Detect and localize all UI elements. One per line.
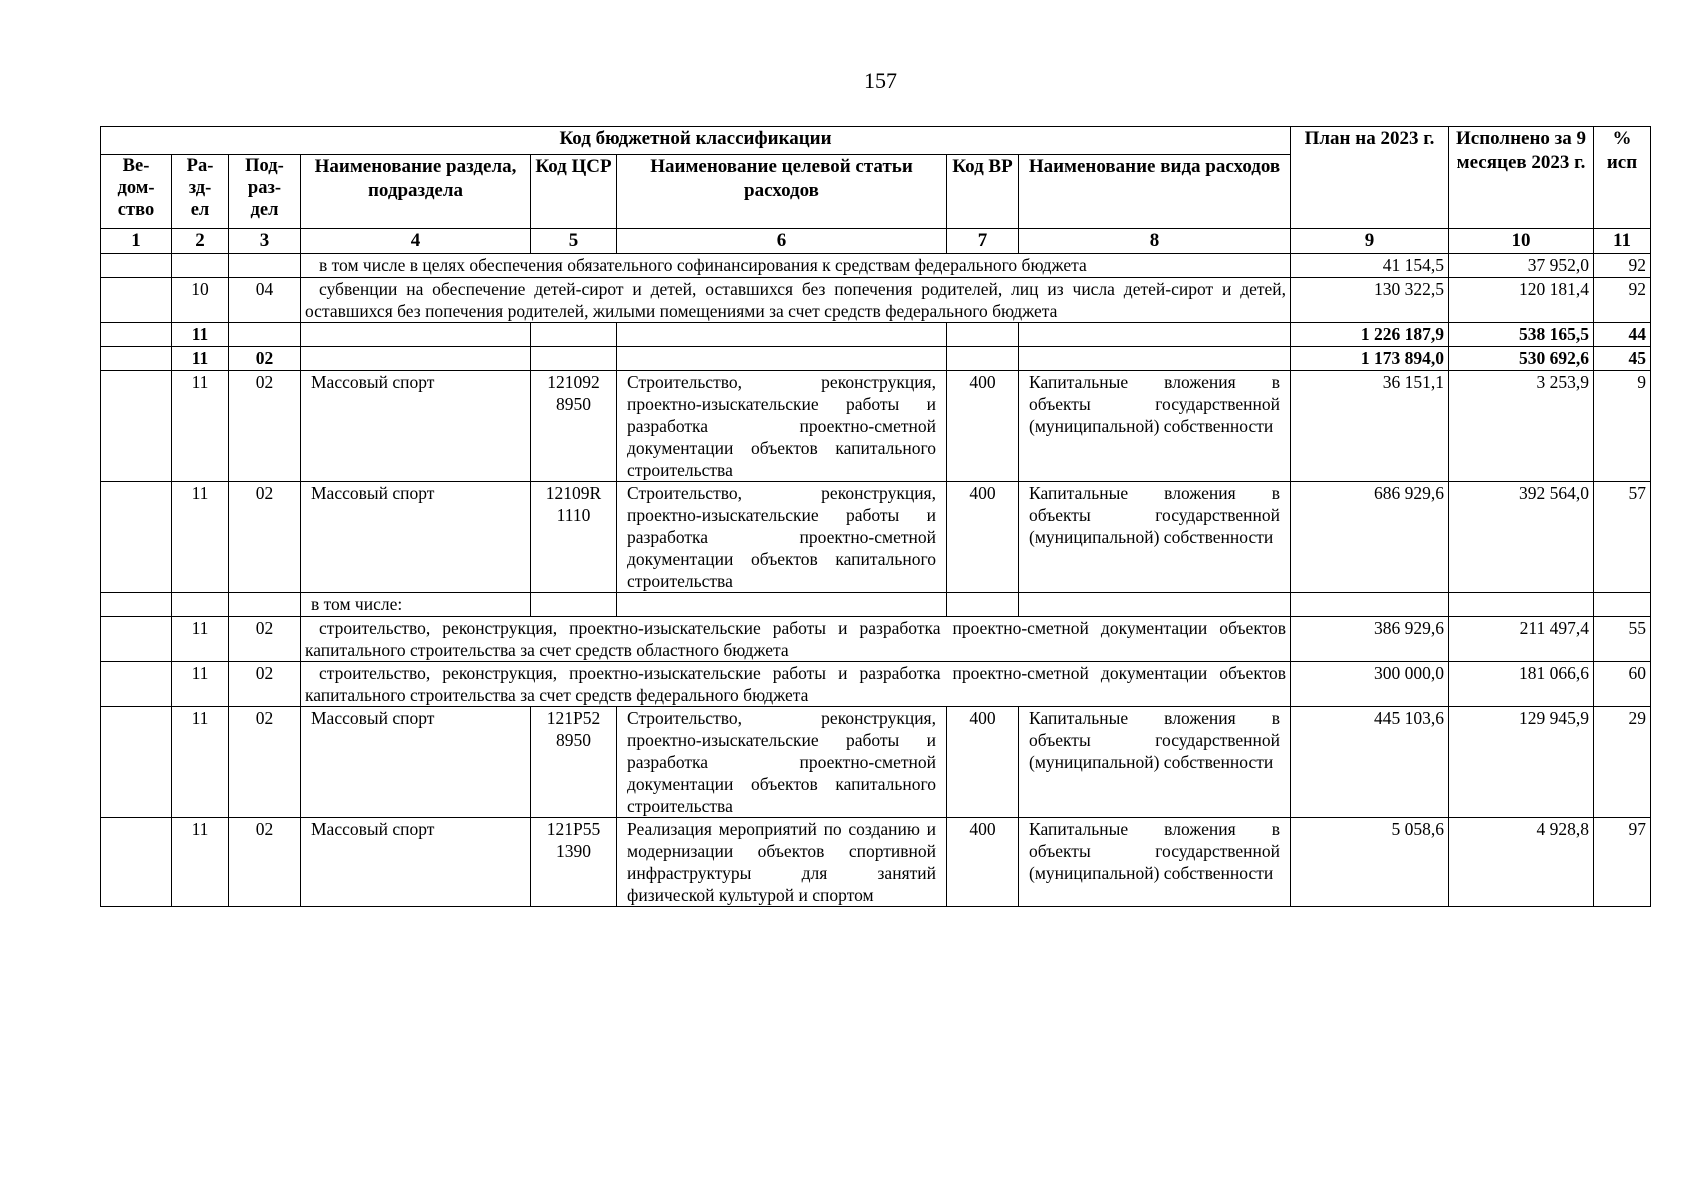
column-number: 4 xyxy=(301,229,531,254)
table-row xyxy=(101,593,1651,617)
plan-value: 36 151,1 xyxy=(1291,371,1449,482)
razdel-code: 11 xyxy=(172,707,229,818)
section-name: Массовый спорт xyxy=(301,707,531,818)
expense-type: Капитальные вложения в объекты государственной (муниципальной) собственности xyxy=(1019,818,1291,907)
plan-value: 300 000,0 xyxy=(1291,662,1449,707)
percent-value: 29 xyxy=(1594,707,1651,818)
podrazdel-code: 04 xyxy=(229,278,301,323)
table-row xyxy=(101,347,1651,371)
table-row xyxy=(101,482,1651,593)
target-name: Реализация мероприятий по созданию и модернизации объектов спортивной инфраструктуры для занятий физической культурой и спортом xyxy=(617,818,947,907)
column-number: 9 xyxy=(1291,229,1449,254)
row-description: строительство, реконструкция, проектно-изыскательские работы и разработка проектно-сметной документации объектов капитального строительства за счет средств областного бюджета xyxy=(301,617,1291,662)
podrazdel-code: 02 xyxy=(229,347,301,371)
header-percent: % исп xyxy=(1594,127,1651,229)
column-number: 3 xyxy=(229,229,301,254)
plan-value: 1 226 187,9 xyxy=(1291,323,1449,347)
executed-value: 530 692,6 xyxy=(1449,347,1594,371)
page-number: 157 xyxy=(864,68,897,93)
vr-code: 400 xyxy=(947,707,1019,818)
column-numbers-row xyxy=(101,229,1651,254)
razdel-code: 11 xyxy=(172,482,229,593)
razdel-code: 10 xyxy=(172,278,229,323)
razdel-code: 11 xyxy=(172,347,229,371)
column-number: 7 xyxy=(947,229,1019,254)
table-row xyxy=(101,371,1651,482)
executed-value: 120 181,4 xyxy=(1449,278,1594,323)
percent-value: 45 xyxy=(1594,347,1651,371)
csr-code: 121092 8950 xyxy=(531,371,617,482)
podrazdel-code: 02 xyxy=(229,818,301,907)
table-row xyxy=(101,278,1651,323)
table-row xyxy=(101,707,1651,818)
vr-code: 400 xyxy=(947,482,1019,593)
table-row xyxy=(101,254,1651,278)
header-vr: Код ВР xyxy=(947,155,1019,229)
executed-value: 129 945,9 xyxy=(1449,707,1594,818)
csr-code: 12109R 1110 xyxy=(531,482,617,593)
plan-value: 1 173 894,0 xyxy=(1291,347,1449,371)
target-name: Строительство, реконструкция, проектно-изыскательские работы и разработка проектно-сметной документации объектов капитального строительства xyxy=(617,707,947,818)
razdel-code: 11 xyxy=(172,371,229,482)
executed-value: 4 928,8 xyxy=(1449,818,1594,907)
header-plan: План на 2023 г. xyxy=(1291,127,1449,229)
header-section-name: Наименование раздела, подраздела xyxy=(301,155,531,229)
executed-value: 392 564,0 xyxy=(1449,482,1594,593)
percent-value: 44 xyxy=(1594,323,1651,347)
podrazdel-code: 02 xyxy=(229,617,301,662)
podrazdel-code: 02 xyxy=(229,707,301,818)
razdel-code: 11 xyxy=(172,323,229,347)
expense-type: Капитальные вложения в объекты государственной (муниципальной) собственности xyxy=(1019,482,1291,593)
header-vedomstvo: Ве- дом- ство xyxy=(101,155,172,229)
header-expense-type: Наименование вида расходов xyxy=(1019,155,1291,229)
section-name: Массовый спорт xyxy=(301,818,531,907)
executed-value: 3 253,9 xyxy=(1449,371,1594,482)
header-csr: Код ЦСР xyxy=(531,155,617,229)
budget-table xyxy=(100,126,1651,907)
table-row xyxy=(101,662,1651,707)
executed-value: 211 497,4 xyxy=(1449,617,1594,662)
table-row xyxy=(101,818,1651,907)
table-row xyxy=(101,617,1651,662)
percent-value: 60 xyxy=(1594,662,1651,707)
plan-value: 686 929,6 xyxy=(1291,482,1449,593)
table-row xyxy=(101,323,1651,347)
expense-type: Капитальные вложения в объекты государственной (муниципальной) собственности xyxy=(1019,371,1291,482)
header-target-name: Наименование целевой статьи расходов xyxy=(617,155,947,229)
header-podrazdel: Под- раз- дел xyxy=(229,155,301,229)
section-name: Массовый спорт xyxy=(301,482,531,593)
plan-value: 386 929,6 xyxy=(1291,617,1449,662)
csr-code: 121P52 8950 xyxy=(531,707,617,818)
percent-value: 92 xyxy=(1594,254,1651,278)
expense-type: Капитальные вложения в объекты государственной (муниципальной) собственности xyxy=(1019,707,1291,818)
row-description: строительство, реконструкция, проектно-изыскательские работы и разработка проектно-сметной документации объектов капитального строительства за счет средств федерального бюджета xyxy=(301,662,1291,707)
header-razdel: Ра- зд- ел xyxy=(172,155,229,229)
header-budget-classification: Код бюджетной классификации xyxy=(101,127,1291,155)
plan-value: 5 058,6 xyxy=(1291,818,1449,907)
row-description: в том числе в целях обеспечения обязательного софинансирования к средствам федерального бюджета xyxy=(301,254,1291,278)
plan-value: 41 154,5 xyxy=(1291,254,1449,278)
section-name: в том числе: xyxy=(301,593,531,617)
row-description: субвенции на обеспечение детей-сирот и детей, оставшихся без попечения родителей, лиц из числа детей-сирот и детей, оставшихся без попечения родителей, жилыми помещениями за счет средств федерального бюджета xyxy=(301,278,1291,323)
percent-value: 57 xyxy=(1594,482,1651,593)
podrazdel-code: 02 xyxy=(229,371,301,482)
column-number: 5 xyxy=(531,229,617,254)
header-executed: Исполнено за 9 месяцев 2023 г. xyxy=(1449,127,1594,229)
executed-value: 181 066,6 xyxy=(1449,662,1594,707)
podrazdel-code: 02 xyxy=(229,662,301,707)
target-name: Строительство, реконструкция, проектно-изыскательские работы и разработка проектно-сметной документации объектов капитального строительства xyxy=(617,482,947,593)
csr-code: 121P55 1390 xyxy=(531,818,617,907)
vr-code: 400 xyxy=(947,371,1019,482)
percent-value: 97 xyxy=(1594,818,1651,907)
plan-value: 130 322,5 xyxy=(1291,278,1449,323)
percent-value: 9 xyxy=(1594,371,1651,482)
percent-value: 92 xyxy=(1594,278,1651,323)
target-name: Строительство, реконструкция, проектно-изыскательские работы и разработка проектно-сметной документации объектов капитального строительства xyxy=(617,371,947,482)
section-name: Массовый спорт xyxy=(301,371,531,482)
razdel-code: 11 xyxy=(172,662,229,707)
plan-value: 445 103,6 xyxy=(1291,707,1449,818)
column-number: 11 xyxy=(1594,229,1651,254)
column-number: 8 xyxy=(1019,229,1291,254)
vr-code: 400 xyxy=(947,818,1019,907)
percent-value: 55 xyxy=(1594,617,1651,662)
column-number: 10 xyxy=(1449,229,1594,254)
executed-value: 37 952,0 xyxy=(1449,254,1594,278)
column-number: 1 xyxy=(101,229,172,254)
column-number: 6 xyxy=(617,229,947,254)
razdel-code: 11 xyxy=(172,617,229,662)
executed-value: 538 165,5 xyxy=(1449,323,1594,347)
razdel-code: 11 xyxy=(172,818,229,907)
column-number: 2 xyxy=(172,229,229,254)
podrazdel-code: 02 xyxy=(229,482,301,593)
